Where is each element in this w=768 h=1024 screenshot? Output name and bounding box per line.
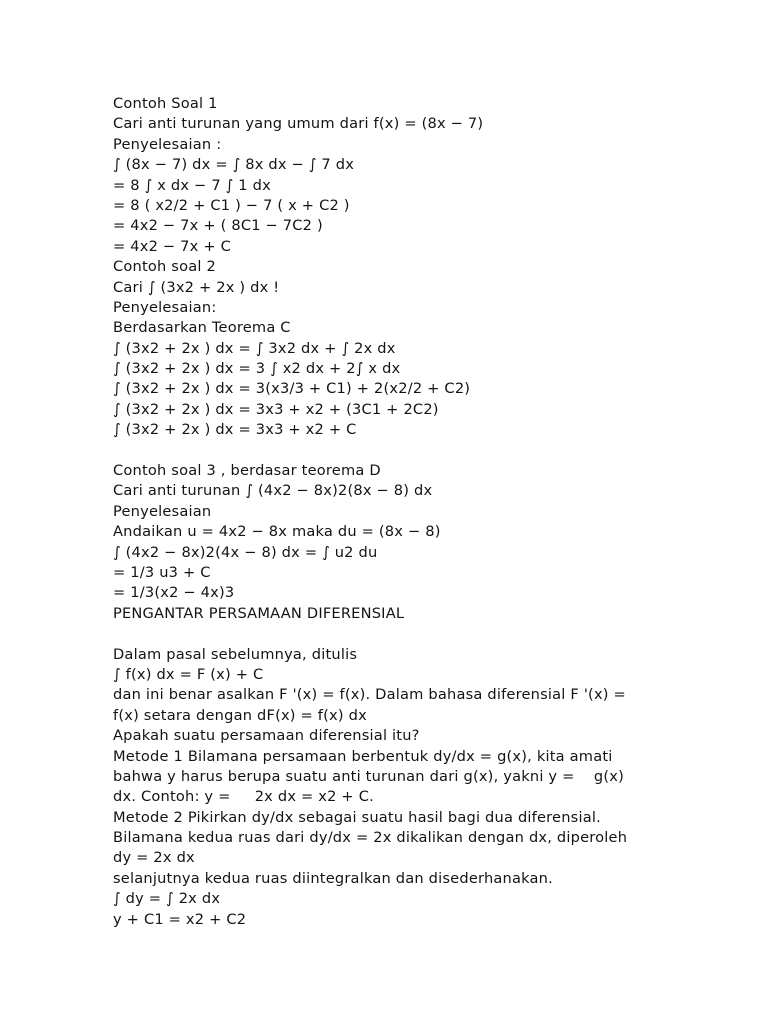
text-line: = 4x2 − 7x + ( 8C1 − 7C2 ) <box>113 217 323 235</box>
text-line: Dalam pasal sebelumnya, ditulis <box>113 645 358 663</box>
text-line: ∫ f(x) dx = F (x) + C <box>113 665 264 683</box>
text-line: = 4x2 − 7x + C <box>113 237 231 255</box>
text-line: Contoh soal 3 , berdasar teorema D <box>113 462 381 480</box>
text-line: Metode 1 Bilamana persamaan berbentuk dy/dx = g(x), kita amati <box>113 747 613 765</box>
text-line: = 8 ( x2/2 + C1 ) − 7 ( x + C2 ) <box>113 196 350 214</box>
text-line: dx. Contoh: y = 2x dx = x2 + C. <box>113 788 374 806</box>
text-line: Andaikan u = 4x2 − 8x maka du = (8x − 8) <box>113 523 441 541</box>
text-line: Penyelesaian : <box>113 135 222 153</box>
text-line: Cari anti turunan ∫ (4x2 − 8x)2(8x − 8) dx <box>113 482 433 500</box>
text-line: selanjutnya kedua ruas diintegralkan dan disederhanakan. <box>113 869 553 887</box>
blank-line <box>113 441 653 461</box>
text-line: Contoh Soal 1 <box>113 95 218 112</box>
text-line: f(x) setara dengan dF(x) = f(x) dx <box>113 706 367 724</box>
text-line: Penyelesaian: <box>113 298 217 316</box>
text-line: ∫ (3x2 + 2x ) dx = 3x3 + x2 + (3C1 + 2C2) <box>113 400 439 418</box>
text-line: = 1/3(x2 − 4x)3 <box>113 584 235 602</box>
text-line: y + C1 = x2 + C2 <box>113 910 247 928</box>
text-line: PENGANTAR PERSAMAAN DIFERENSIAL <box>113 604 405 622</box>
text-line: Apakah suatu persamaan diferensial itu? <box>113 727 420 745</box>
text-line: bahwa y harus berupa suatu anti turunan dari g(x), yakni y = g(x) <box>113 767 624 785</box>
text-line: ∫ (4x2 − 8x)2(4x − 8) dx = ∫ u2 du <box>113 543 378 561</box>
text-line: Bilamana kedua ruas dari dy/dx = 2x dikalikan dengan dx, diperoleh <box>113 829 628 847</box>
text-line: Contoh soal 2 <box>113 258 216 276</box>
text-line: ∫ (3x2 + 2x ) dx = 3 ∫ x2 dx + 2∫ x dx <box>113 360 401 378</box>
text-line: ∫ (3x2 + 2x ) dx = 3x3 + x2 + C <box>113 421 357 439</box>
text-line: Berdasarkan Teorema C <box>113 319 291 337</box>
document-page <box>113 94 653 930</box>
text-line: Cari ∫ (3x2 + 2x ) dx ! <box>113 278 280 296</box>
text-line: ∫ dy = ∫ 2x dx <box>113 890 221 908</box>
text-line: Metode 2 Pikirkan dy/dx sebagai suatu hasil bagi dua diferensial. <box>113 808 601 826</box>
text-line: Penyelesaian <box>113 502 212 520</box>
blank-line <box>113 624 653 644</box>
text-line: ∫ (3x2 + 2x ) dx = ∫ 3x2 dx + ∫ 2x dx <box>113 339 396 357</box>
text-line: dy = 2x dx <box>113 849 195 867</box>
text-line: Cari anti turunan yang umum dari f(x) = (8x − 7) <box>113 115 484 133</box>
text-line: ∫ (3x2 + 2x ) dx = 3(x3/3 + C1) + 2(x2/2 + C2) <box>113 380 471 398</box>
text-line: ∫ (8x − 7) dx = ∫ 8x dx − ∫ 7 dx <box>113 156 355 174</box>
text-line: = 8 ∫ x dx − 7 ∫ 1 dx <box>113 176 271 194</box>
text-line: dan ini benar asalkan F '(x) = f(x). Dalam bahasa diferensial F '(x) = <box>113 686 626 704</box>
text-line: = 1/3 u3 + C <box>113 563 211 581</box>
